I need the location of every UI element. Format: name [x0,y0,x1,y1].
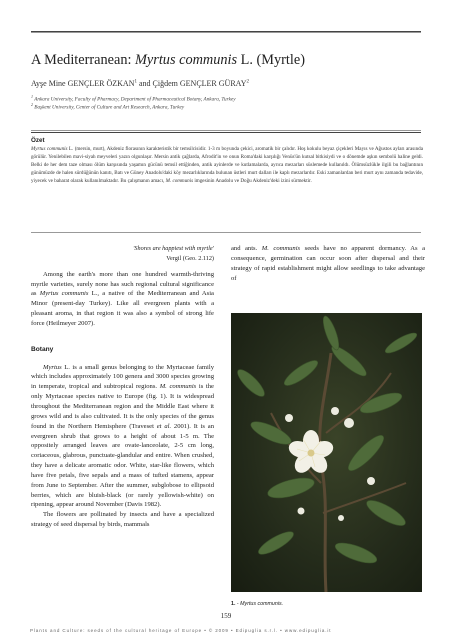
page-number: 159 [220,612,232,620]
figure-caption: 1. - Myrtus communis. [231,601,284,607]
abstract-heading: Özet [31,137,45,144]
page-footer: Plants and Culture: seeds of the cultural heritage of Europe • © 2009 • Edipuglia s.r.l. • www.edipuglia.it [30,628,332,633]
top-rule-thin [31,32,421,33]
epigraph: 'Shores are happiest with myrtle' [133,245,214,252]
intro-paragraph: Among the earth's more than one hundred warmth-thriving myrtle varieties, surely none has such regional cultural significance as Myrtus communis L., a native of the Mediterranean and Asia Minor (present-day Turkey). Like all evergreen plants with a pleasant aroma, in that region it was also a symbol of strong life force (Heilmeyer 2007). [31,270,214,327]
author-2: Çiğdem GENÇLER GÜRAY [152,79,247,88]
author-1: Ayşe Mine GENÇLER ÖZKAN [31,79,135,88]
section-heading-botany: Botany [31,345,54,353]
column-left [31,244,214,530]
affiliation-1: $^1$ Ankara University, Faculty of Pharmacy, Department of Pharmaceutical Botany, Ankara, Turkey [31,94,236,103]
affiliation-2: $^2$ Başkent University, Center of Culture and Art Research, Ankara, Turkey [31,102,185,111]
title-species: Myrtus communis [135,52,238,68]
pollination-paragraph: The flowers are pollinated by insects and have a specialized strategy of seed dispersal by birds, mammals [31,511,214,529]
abstract-bottom-rule [31,232,421,233]
myrtle-photo-image [231,313,422,592]
myrtle-photo [231,313,422,592]
abstract-rule-thin [31,130,421,131]
abstract-text: Myrtus communis L. (mersin, murt), Akdeniz florasının karakteristik bir temsilcisidir. 1-3 m boyunda çekici, aromatik bir çalıdır. Hoş kokulu beyaz çiçekleri Mayıs ve Ağustos ayları arasında görülür. Yenilebilen mavi-siyah meyveleri yazın olgunlaşır. Mersin antik çağlarda, Afrodit'in ve onun Roma'daki karşılığı Venüs'ün kutsal bitkisiydi ve o dönemde aşkın sembolü haline geldi. Belki de her dem taze olması ölüm karşısında yaşamın gücünü temsil ettiğinden, antik ayinlerde ve kutlamalarda, ayrıca mezarları süslemede kullanıldı. Ölümsüzlükle ilgili bu bağlantının günümüzde de halen sürdüğünün kanıtı, Batı ve Güney Anadolu'daki köy mezarlıklarında bulunan üstleri murt dalları ile kaplı mezarlardır. Eski zamanlardan beri murt aynı zamanda tedavide, yiyecek ve baharat olarak kullanılmaktadır. Bu çalışmanın amacı, M. communis imgesinin Anadolu ve Doğu Akdeniz'deki izini sürmektir. [31,146,423,184]
abstract-rule [31,132,421,133]
epigraph-source: Vergil (Geo. 2.112) [166,254,214,262]
column-right [231,244,425,283]
continued-paragraph: and ants. M. communis seeds have no apparent dormancy. As a consequence, germination can occur soon after dispersal and their strategy of rapid establishment might allow seedlings to take advantage of [231,245,426,282]
botany-paragraph: Myrtus L. is a small genus belonging to the Myrtaceae family which includes approximately 100 genera and 3000 species growing in temperate, tropical and subtropical regions. M. communis is the only Myrtaceae species native to Europe (fig. 1). It is widespread throughout the Mediterranean region and the Middle East where it grows wild and is also cultivated. It is the only species of the genus found in the Northern Hemisphere (Traveset et al. 2001). It is an evergreen shrub that grows to a height of about 1-5 m. The oppositely arranged leaves are ovate-lanceolate, 2-5 cm long, coriaceous, glabrous, punctuate-glandular and entire. When crushed, they have a delicate aromatic odor. White, star-like flowers, which have five petals, five sepals and a mass of tufted stamens, appear from June to September. After the summer, subglobose to ellipsoid berries, which are bluish-black (or rarely yellowish-white) on ripening, appear around November (Davis 1982). [31,363,215,509]
authors: Ayşe Mine GENÇLER ÖZKAN$^1$ and Çiğdem GENÇLER GÜRAY$^2$ [31,79,249,88]
article-title: A Mediterranean: Myrtus communis L. (Myrtle) [31,52,305,68]
